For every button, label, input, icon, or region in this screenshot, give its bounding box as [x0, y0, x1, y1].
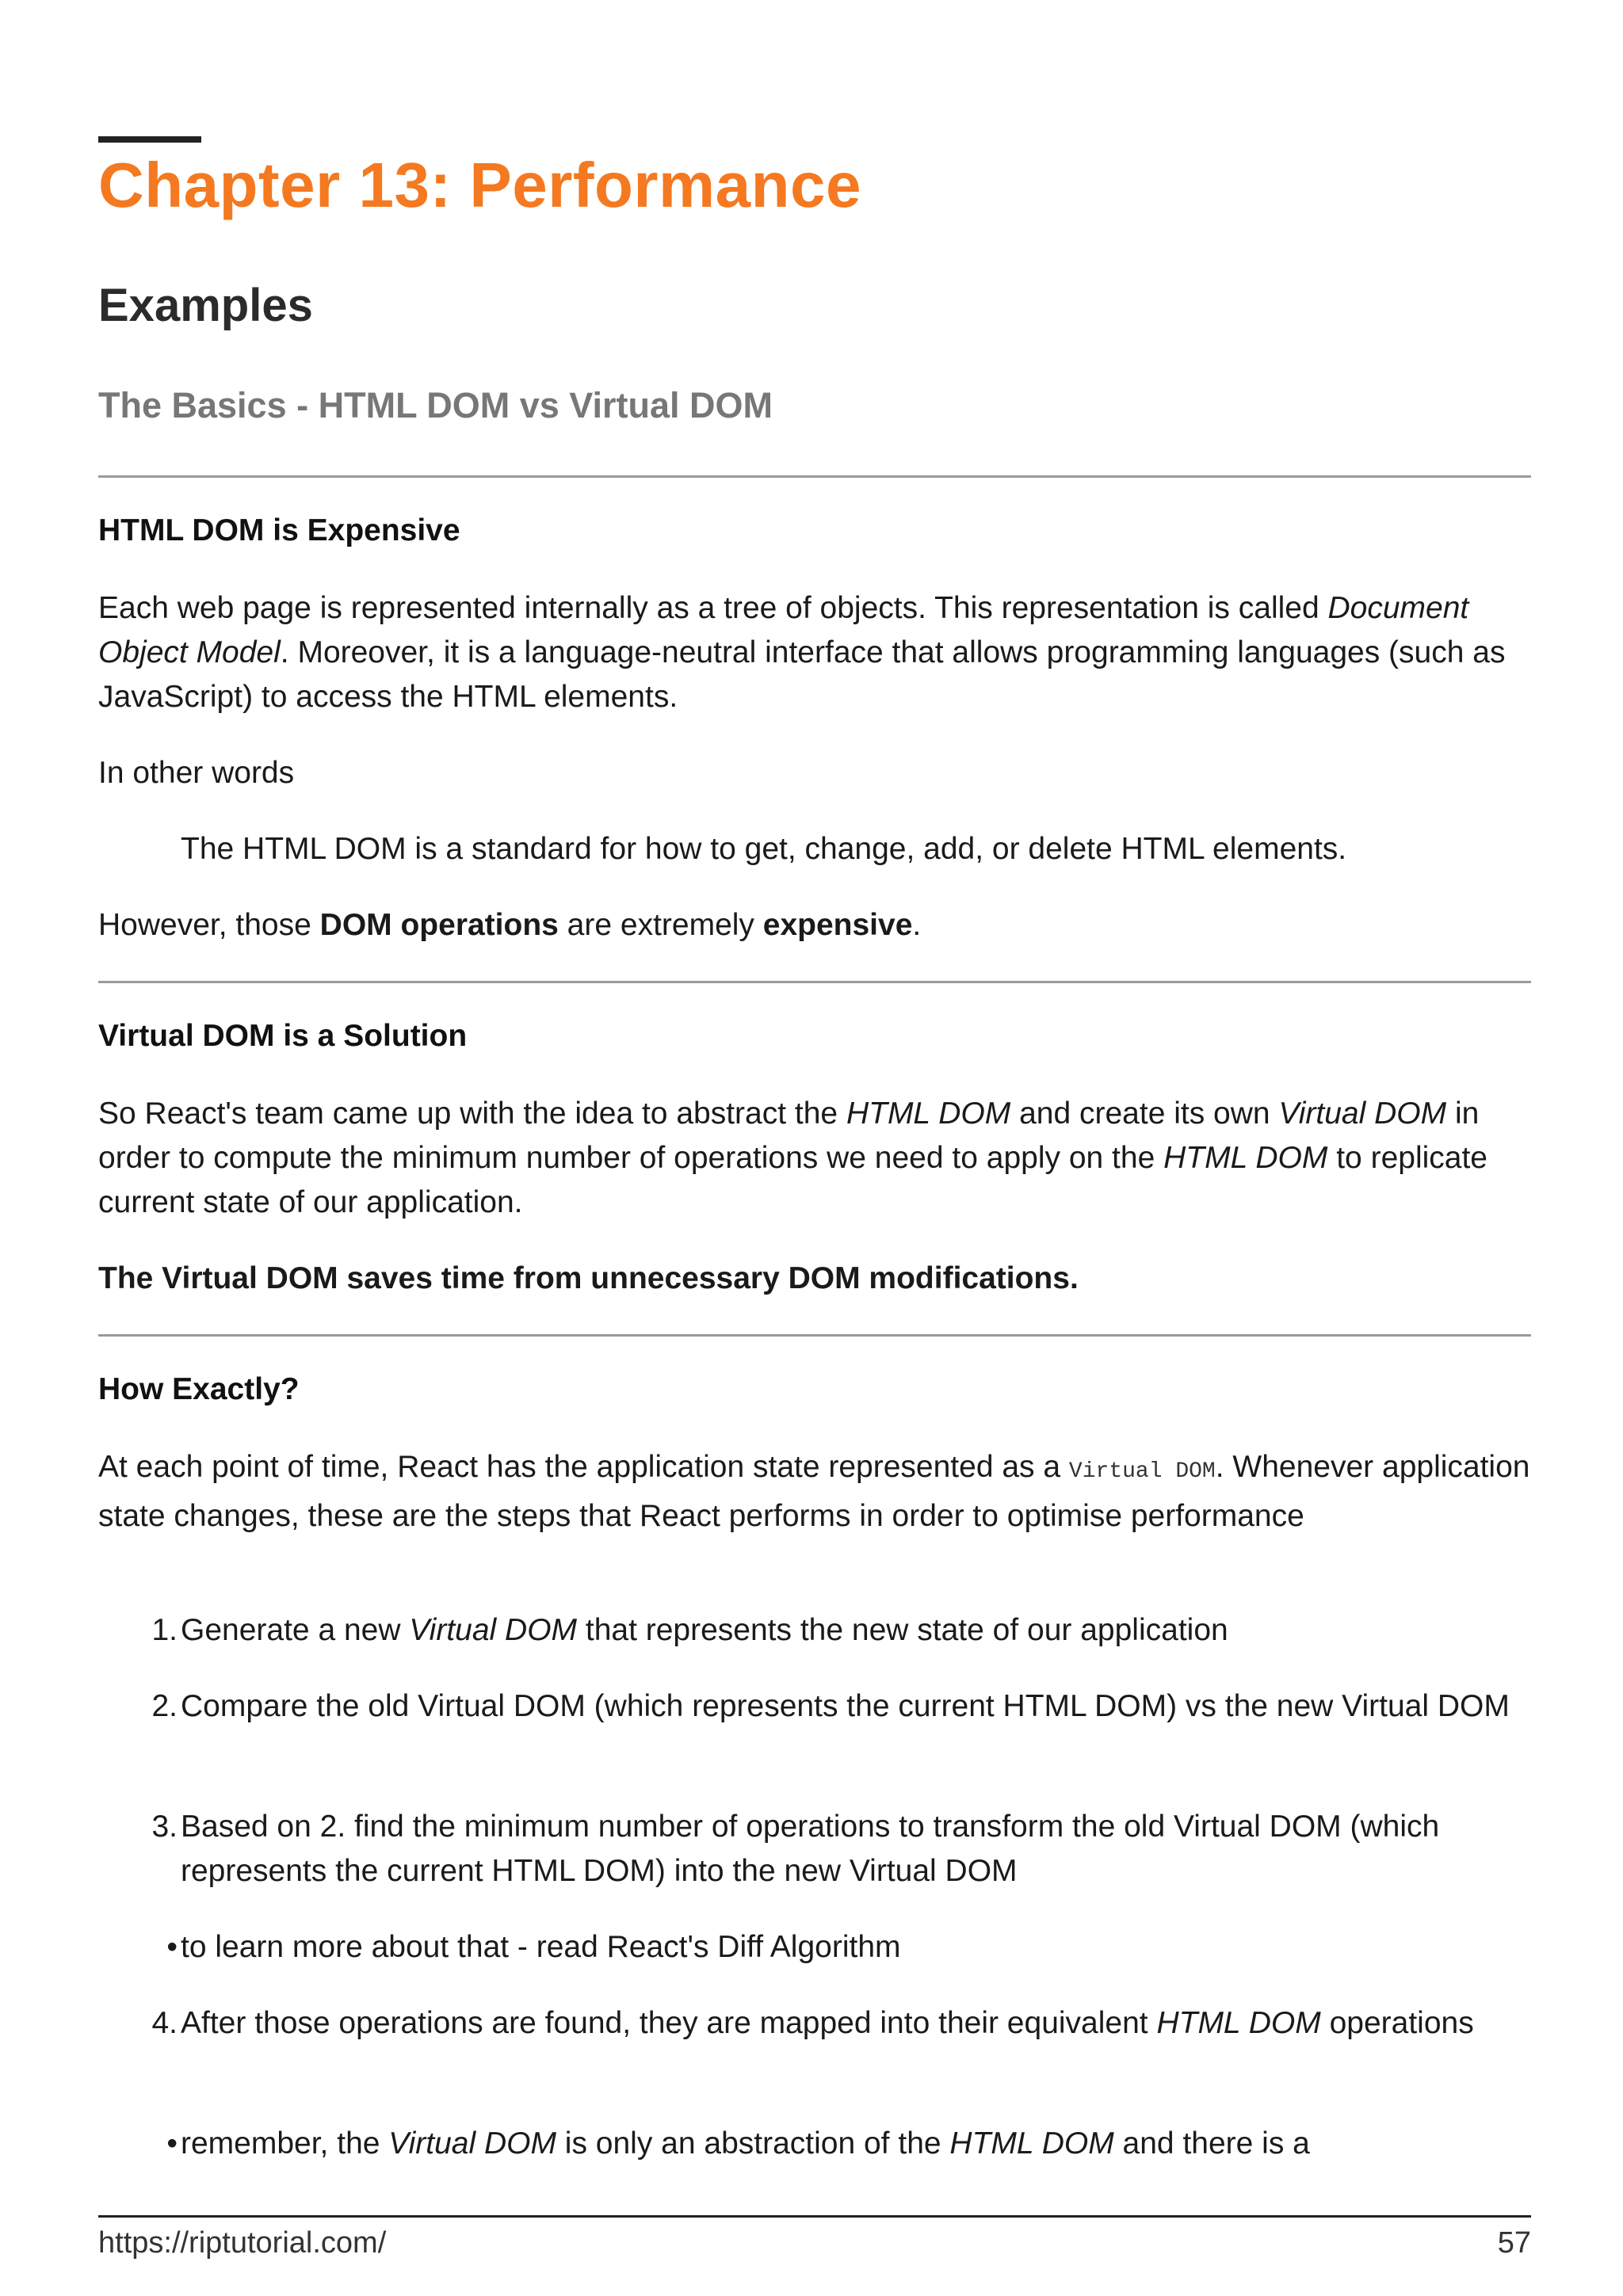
chapter-accent-bar [98, 136, 201, 143]
virtual-dom-bold-statement: The Virtual DOM saves time from unnecessary DOM modifications. [98, 1261, 1079, 1295]
bullet-item: • remember, the Virtual DOM is only an abstraction of the HTML DOM and there is a [166, 2126, 1310, 2161]
dom-operations-expensive: However, those DOM operations are extremely expensive. [98, 908, 922, 942]
in-other-words: In other words [98, 756, 295, 790]
list-item: 4. After those operations are found, they are mapped into their equivalent HTML DOM operations [151, 2006, 1474, 2040]
list-item: 1. Generate a new Virtual DOM that represents the new state of our application [151, 1613, 1228, 1647]
bullet-item: • to learn more about that - read React's Diff Algorithm [166, 1930, 901, 1964]
section-title: The Basics - HTML DOM vs Virtual DOM [98, 385, 773, 425]
how-exactly-paragraph: At each point of time, React has the application state represented as a Virtual DOM. Whenever application state changes, these are the steps that React performs in order to optimise performance [98, 1450, 1530, 1533]
divider [98, 981, 1531, 983]
html-dom-heading: HTML DOM is Expensive [98, 513, 460, 547]
how-exactly-heading: How Exactly? [98, 1372, 300, 1406]
virtual-dom-paragraph: So React's team came up with the idea to abstract the HTML DOM and create its own Virtual DOM in order to compute the minimum number of operations we need to apply on the HTML DOM to replicate current state of our application. [98, 1097, 1487, 1219]
chapter-title: Chapter 13: Performance [98, 150, 861, 220]
html-dom-paragraph: Each web page is represented internally as a tree of objects. This representation is called Document Object Model. Moreover, it is a language-neutral interface that allows programming languages (such as JavaScript) to access the HTML elements. [98, 591, 1506, 714]
footer-url-link[interactable]: https://riptutorial.com/ [98, 2226, 387, 2260]
list-item: 3. Based on 2. find the minimum number of operations to transform the old Virtual DOM (which represents the current HTML DOM) into the new Virtual DOM [151, 1810, 1440, 1888]
virtual-dom-heading: Virtual DOM is a Solution [98, 1019, 468, 1053]
divider [98, 1334, 1531, 1337]
footer-divider [98, 2215, 1531, 2218]
html-dom-quote: The HTML DOM is a standard for how to get, change, add, or delete HTML elements. [181, 832, 1347, 866]
page-number: 57 [1497, 2226, 1531, 2260]
divider [98, 475, 1531, 478]
list-item: 2. Compare the old Virtual DOM (which represents the current HTML DOM) vs the new Virtual DOM [151, 1689, 1510, 1723]
inline-code: Virtual DOM [1068, 1459, 1216, 1484]
examples-heading: Examples [98, 280, 313, 331]
